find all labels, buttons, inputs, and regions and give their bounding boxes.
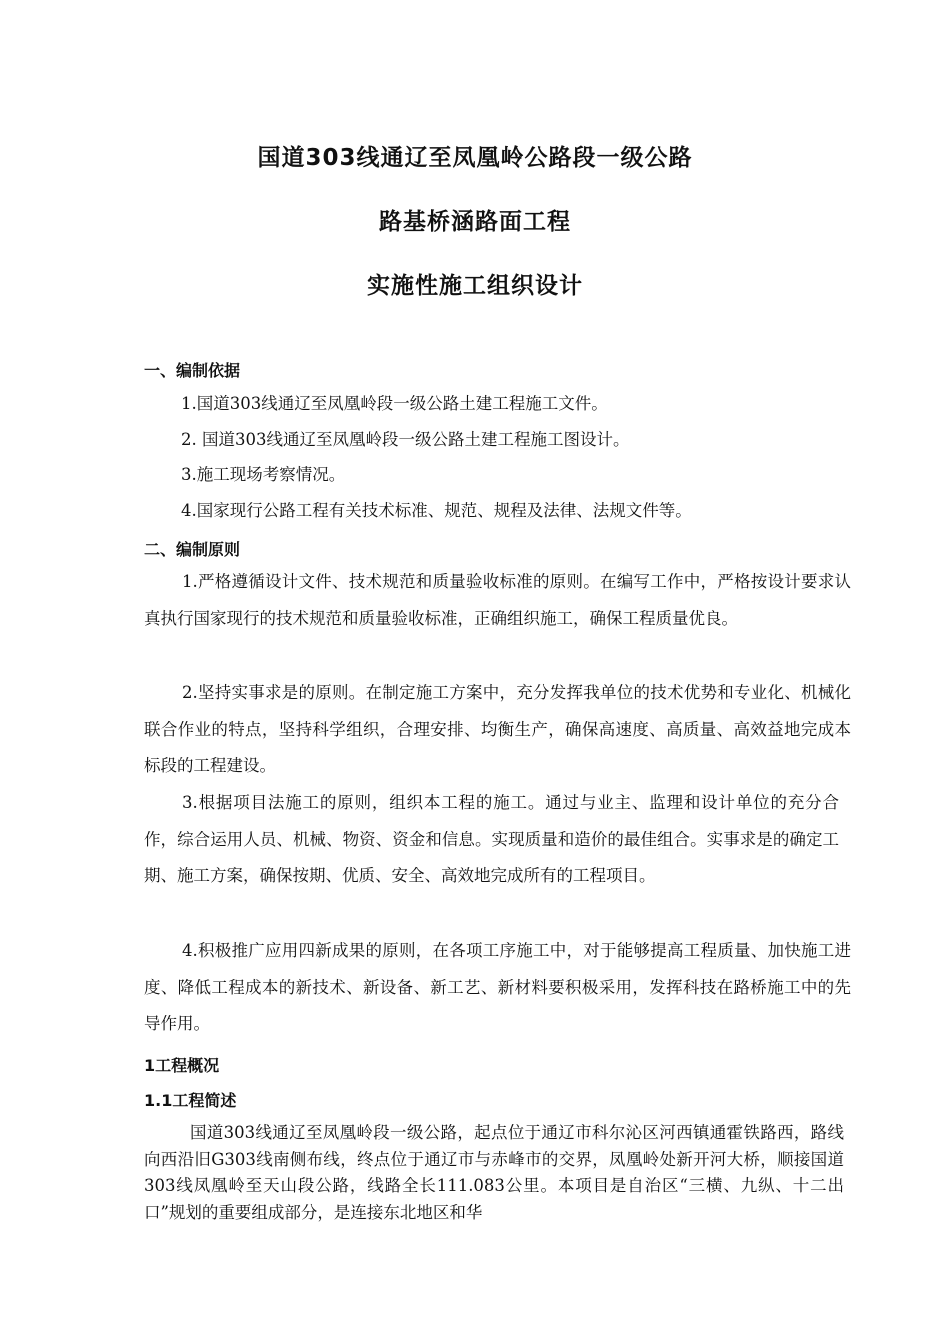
title-line-2: 路基桥涵路面工程 bbox=[379, 209, 571, 235]
principle-paragraph-3: 3.根据项目法施工的原则，组织本工程的施工。通过与业主、监理和设计单位的充分合作，综合运用人员、机械、物资、资金和信息。实现质量和造价的最佳组合。实事求是的确定工期、施工方案，确保按期、优质、安全、高效地完成所有的工程项目。 bbox=[144, 793, 839, 885]
section-3-heading: 1工程概况 bbox=[144, 1056, 220, 1075]
section-3-1-heading: 1.1工程简述 bbox=[144, 1091, 237, 1110]
title-line-3: 实施性施工组织设计 bbox=[367, 273, 583, 299]
title-line-1: 国道303线通辽至凤凰岭公路段一级公路 bbox=[257, 145, 693, 171]
basis-item-3: 3.施工现场考察情况。 bbox=[181, 465, 346, 484]
section-2-heading: 二、编制原则 bbox=[144, 540, 241, 559]
basis-item-4: 4.国家现行公路工程有关技术标准、规范、规程及法律、法规文件等。 bbox=[181, 501, 692, 520]
principle-paragraph-2: 2.坚持实事求是的原则。在制定施工方案中，充分发挥我单位的技术优势和专业化、机械化联合作业的特点，坚持科学组织，合理安排、均衡生产，确保高速度、高质量、高效益地完成本标段的工程建设。 bbox=[144, 683, 851, 775]
principle-paragraph-4: 4.积极推广应用四新成果的原则，在各项工序施工中，对于能够提高工程质量、加快施工进度、降低工程成本的新技术、新设备、新工艺、新材料要积极采用，发挥科技在路桥施工中的先导作用。 bbox=[144, 941, 851, 1033]
basis-item-1: 1.国道303线通辽至凤凰岭段一级公路土建工程施工文件。 bbox=[181, 394, 608, 413]
section-1-heading: 一、编制依据 bbox=[144, 361, 241, 380]
principle-paragraph-1: 1.严格遵循设计文件、技术规范和质量验收标准的原则。在编写工作中，严格按设计要求认真执行国家现行的技术规范和质量验收标准，正确组织施工，确保工程质量优良。 bbox=[144, 572, 851, 628]
basis-item-2: 2. 国道303线通辽至凤凰岭段一级公路土建工程施工图设计。 bbox=[181, 430, 630, 449]
overview-paragraph: 国道303线通辽至凤凰岭段一级公路，起点位于通辽市科尔沁区河西镇通霍铁路西，路线向西沿旧G303线南侧布线，终点位于通辽市与赤峰市的交界，凤凰岭处新开河大桥，顺接国道303线凤凰岭至天山段公路，线路全长111.083公里。本项目是自治区“三横、九纵、十二出口”规划的重要组成部分，是连接东北地区和华 bbox=[144, 1123, 844, 1222]
